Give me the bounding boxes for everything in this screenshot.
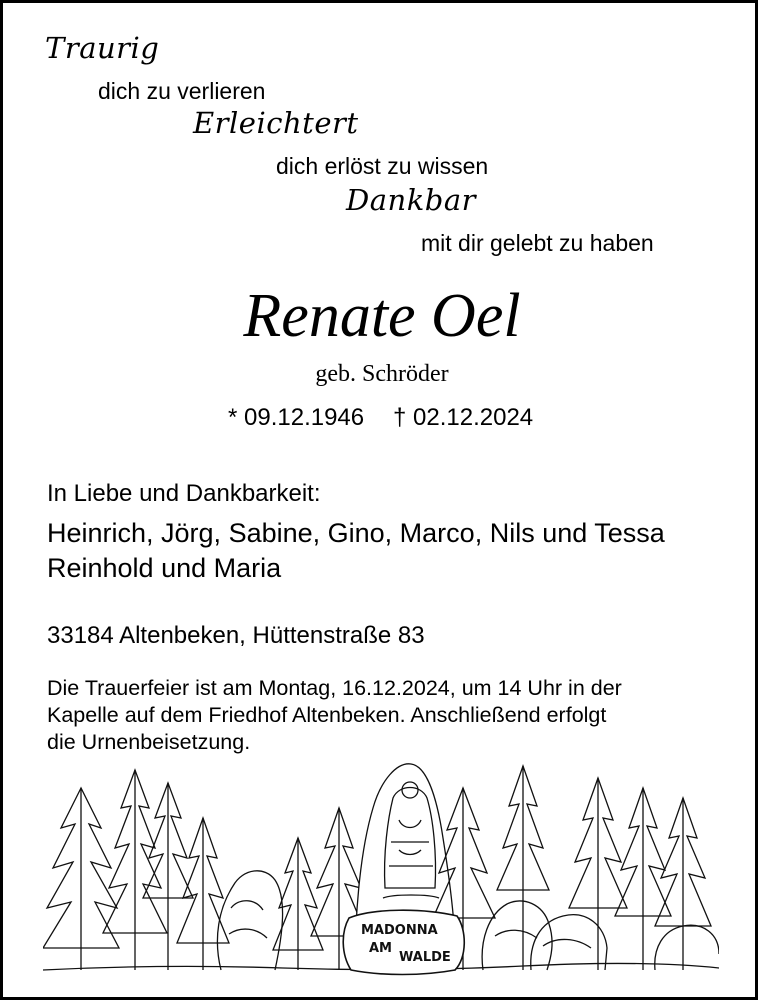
service-info bbox=[47, 675, 727, 756]
mourners-line-1: Heinrich, Jörg, Sabine, Gino, Marco, Nils und Tessa bbox=[47, 518, 665, 548]
deceased-name: Renate Oel bbox=[243, 282, 521, 350]
poem-line-2: dich zu verlieren bbox=[98, 78, 266, 104]
tree-icon bbox=[273, 838, 323, 970]
service-line-3: die Urnenbeisetzung. bbox=[47, 730, 251, 754]
service-line-1: Die Trauerfeier ist am Montag, 16.12.2024, um 14 Uhr in der bbox=[47, 676, 622, 700]
tree-icon bbox=[177, 818, 229, 970]
service-line-2: Kapelle auf dem Friedhof Altenbeken. Anschließend erfolgt bbox=[47, 703, 607, 727]
tree-icon bbox=[615, 788, 671, 970]
tree-icon bbox=[103, 770, 167, 970]
stone-text-am: AM bbox=[369, 941, 392, 956]
poem-line-6: mit dir gelebt zu haben bbox=[421, 230, 654, 256]
poem-line-dankbar: Dankbar bbox=[346, 183, 477, 217]
poem-line-traurig: Traurig bbox=[45, 31, 160, 65]
bush-icon bbox=[217, 871, 282, 970]
forest-madonna-illustration bbox=[43, 758, 719, 980]
tree-icon bbox=[655, 798, 711, 970]
stone-text-walde: WALDE bbox=[399, 950, 451, 965]
mourners-intro: In Liebe und Dankbarkeit: bbox=[47, 480, 321, 507]
sign-stone bbox=[343, 910, 464, 974]
death-date: † 02.12.2024 bbox=[393, 404, 534, 431]
poem-line-erleichtert: Erleichtert bbox=[193, 106, 359, 140]
tree-icon bbox=[43, 788, 119, 970]
bush-icon bbox=[531, 915, 607, 970]
tree-icon bbox=[143, 783, 193, 970]
mourners-line-2: Reinhold und Maria bbox=[47, 553, 282, 583]
poem-line-4: dich erlöst zu wissen bbox=[276, 153, 489, 179]
tree-icon bbox=[497, 766, 549, 970]
birth-date: * 09.12.1946 bbox=[228, 404, 365, 431]
address: 33184 Altenbeken, Hüttenstraße 83 bbox=[47, 622, 425, 649]
bush-icon bbox=[482, 901, 552, 970]
stone-text-madonna: MADONNA bbox=[361, 923, 438, 938]
maiden-name: geb. Schröder bbox=[315, 361, 449, 387]
bush-icon bbox=[655, 925, 719, 970]
